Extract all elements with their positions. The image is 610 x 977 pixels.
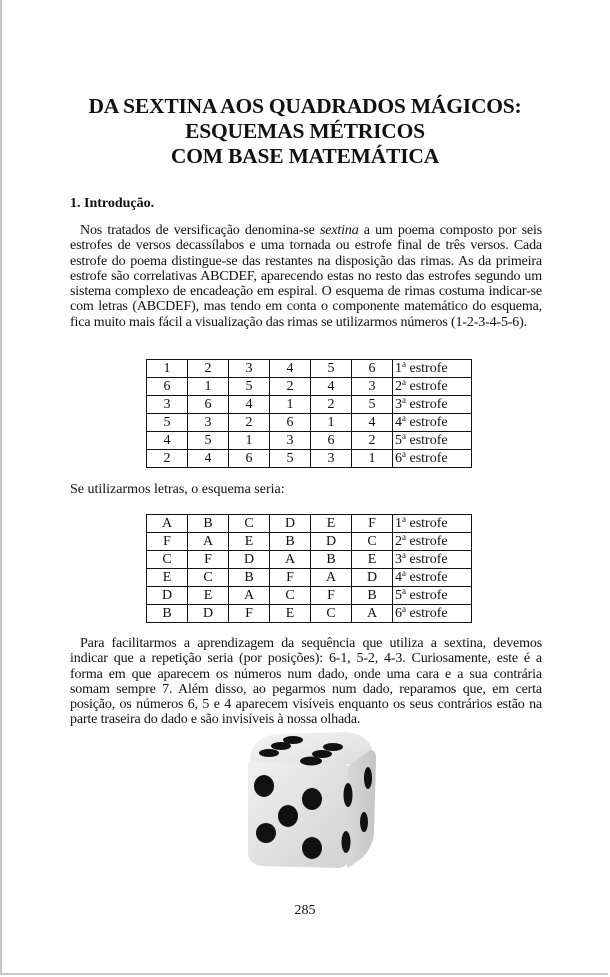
stanza-word: estrofe — [406, 552, 448, 567]
stanza-ordinal: 6 — [395, 606, 402, 621]
page-number: 285 — [294, 903, 316, 918]
table-cell: 1 — [188, 378, 229, 396]
table-row — [147, 587, 472, 605]
table-cell: C — [229, 515, 270, 533]
table-cell: 1 — [147, 360, 188, 378]
table-cell: D — [311, 533, 352, 551]
numbers-scheme-table — [146, 359, 472, 468]
stanza-label — [393, 551, 472, 569]
table-cell: D — [229, 551, 270, 569]
table-cell: F — [147, 533, 188, 551]
table-cell: C — [352, 533, 393, 551]
table-cell: 3 — [352, 378, 393, 396]
table-cell: 2 — [270, 378, 311, 396]
table-cell: A — [352, 605, 393, 623]
table-row — [147, 414, 472, 432]
table-cell: 3 — [147, 396, 188, 414]
table-cell: 4 — [229, 396, 270, 414]
dice-paragraph: Para facilitarmos a aprendizagem da sequência que utiliza a sextina, devemos indicar que a repetição seria (por posições): 6-1, 5-2, 4-3. Curiosamente, este é a forma em que aparecem os números num dado, onde uma cara e a sua contrária somam sempre 7. Além disso, ao pegarmos num dado, reparamos que, em certa posição, os números 6, 5 e 4 aparecem visíveis enquanto os seus contrários estão na parte traseira do dado e são invisíveis à nossa olhada. — [70, 636, 542, 728]
stanza-label — [393, 515, 472, 533]
table-row — [147, 396, 472, 414]
stanza-ordinal: 4 — [395, 415, 402, 430]
page-title — [60, 94, 550, 169]
ordinal-indicator: a — [402, 359, 406, 369]
table-cell: E — [188, 587, 229, 605]
table-cell: F — [352, 515, 393, 533]
table-row — [147, 605, 472, 623]
table-row — [147, 533, 472, 551]
table-cell: C — [147, 551, 188, 569]
table-cell: D — [188, 605, 229, 623]
sextina-term: sextina — [319, 223, 359, 238]
table-cell: 2 — [229, 414, 270, 432]
table-cell: E — [270, 605, 311, 623]
table-cell: E — [147, 569, 188, 587]
stanza-word: estrofe — [406, 397, 448, 412]
section-heading: 1. Introdução. — [70, 196, 155, 211]
table-cell: 3 — [188, 414, 229, 432]
ordinal-indicator: a — [402, 514, 406, 524]
ordinal-indicator: a — [402, 532, 406, 542]
stanza-word: estrofe — [406, 451, 448, 466]
table-cell: F — [229, 605, 270, 623]
table-cell: 5 — [147, 414, 188, 432]
stanza-ordinal: 3 — [395, 552, 402, 567]
table-cell: 4 — [270, 360, 311, 378]
table-cell: 1 — [352, 450, 393, 468]
table-cell: 6 — [352, 360, 393, 378]
stanza-ordinal: 4 — [395, 570, 402, 585]
stanza-ordinal: 2 — [395, 379, 402, 394]
table-cell: D — [147, 587, 188, 605]
stanza-word: estrofe — [406, 415, 448, 430]
stanza-word: estrofe — [406, 606, 448, 621]
table-cell: 2 — [147, 450, 188, 468]
stanza-label — [393, 396, 472, 414]
table-row — [147, 551, 472, 569]
stanza-word: estrofe — [406, 361, 448, 376]
table-cell: 6 — [311, 432, 352, 450]
table-row — [147, 569, 472, 587]
stanza-ordinal: 3 — [395, 397, 402, 412]
letters-intro-text: Se utilizarmos letras, o esquema seria: — [70, 482, 285, 497]
table-cell: B — [229, 569, 270, 587]
table-cell: 4 — [188, 450, 229, 468]
table-cell: B — [147, 605, 188, 623]
stanza-ordinal: 2 — [395, 534, 402, 549]
stanza-label — [393, 378, 472, 396]
table-row — [147, 432, 472, 450]
table-row — [147, 515, 472, 533]
intro-text-start: Nos tratados de versificação denomina-se — [80, 223, 320, 238]
table-cell: 3 — [229, 360, 270, 378]
ordinal-indicator: a — [402, 604, 406, 614]
title-line-2: ESQUEMAS MÉTRICOS — [185, 119, 425, 143]
table-cell: F — [188, 551, 229, 569]
stanza-word: estrofe — [406, 570, 448, 585]
table-cell: 5 — [352, 396, 393, 414]
stanza-ordinal: 1 — [395, 361, 402, 376]
table-cell: F — [270, 569, 311, 587]
table-cell: 2 — [311, 396, 352, 414]
table-cell: 5 — [270, 450, 311, 468]
stanza-word: estrofe — [406, 433, 448, 448]
stanza-label — [393, 450, 472, 468]
table-cell: 3 — [270, 432, 311, 450]
table-cell: B — [352, 587, 393, 605]
table-cell: 4 — [147, 432, 188, 450]
stanza-label — [393, 569, 472, 587]
stanza-word: estrofe — [406, 379, 448, 394]
ordinal-indicator: a — [402, 550, 406, 560]
stanza-ordinal: 6 — [395, 451, 402, 466]
stanza-label — [393, 587, 472, 605]
table-cell: 4 — [352, 414, 393, 432]
table-cell: A — [147, 515, 188, 533]
table-cell: 6 — [229, 450, 270, 468]
table-cell: A — [188, 533, 229, 551]
table-cell: A — [270, 551, 311, 569]
table-cell: 1 — [270, 396, 311, 414]
table-cell: E — [229, 533, 270, 551]
table-cell: D — [270, 515, 311, 533]
stanza-word: estrofe — [406, 534, 448, 549]
stanza-label — [393, 414, 472, 432]
table-cell: B — [311, 551, 352, 569]
table-cell: 5 — [311, 360, 352, 378]
table-cell: 5 — [188, 432, 229, 450]
stanza-label — [393, 432, 472, 450]
stanza-ordinal: 1 — [395, 516, 402, 531]
table-row — [147, 378, 472, 396]
intro-paragraph — [70, 223, 542, 330]
ordinal-indicator: a — [402, 377, 406, 387]
ordinal-indicator: a — [402, 431, 406, 441]
table-cell: E — [311, 515, 352, 533]
table-cell: 3 — [311, 450, 352, 468]
ordinal-indicator: a — [402, 449, 406, 459]
table-cell: B — [188, 515, 229, 533]
table-cell: 2 — [352, 432, 393, 450]
table-cell: 5 — [229, 378, 270, 396]
letters-scheme-table — [146, 514, 472, 623]
table-cell: A — [229, 587, 270, 605]
table-cell: D — [352, 569, 393, 587]
table-cell: A — [311, 569, 352, 587]
table-cell: 2 — [188, 360, 229, 378]
table-cell: C — [188, 569, 229, 587]
table-cell: E — [352, 551, 393, 569]
table-row — [147, 360, 472, 378]
stanza-label — [393, 533, 472, 551]
stanza-word: estrofe — [406, 516, 448, 531]
table-cell: 4 — [311, 378, 352, 396]
stanza-label — [393, 360, 472, 378]
stanza-ordinal: 5 — [395, 433, 402, 448]
intro-text-rest: a um poema composto por seis estrofes de versos decassílabos e uma tornada ou estrofe final de três versos. Cada estrofe do poema distingue-se das restantes na disposição das rimas. As da primeira estrofe são correlativas ABCDEF, aparecendo estas no resto das estrofes segundo um sistema complexo de encadeação em espiral. O esquema de rimas costuma indicar-se com letras (ABCDEF), mas tendo em conta o componente matemático do esquema, fica muito mais fácil a visualização das rimas se utilizarmos números (1-2-3-4-5-6). — [70, 223, 542, 330]
stanza-ordinal: 5 — [395, 588, 402, 603]
stanza-word: estrofe — [406, 588, 448, 603]
title-line-3: COM BASE MATEMÁTICA — [170, 144, 440, 168]
table-cell: 6 — [147, 378, 188, 396]
table-cell: B — [270, 533, 311, 551]
stanza-label — [393, 605, 472, 623]
table-cell: 6 — [270, 414, 311, 432]
table-cell: 1 — [311, 414, 352, 432]
table-cell: 1 — [229, 432, 270, 450]
ordinal-indicator: a — [402, 586, 406, 596]
table-cell: C — [270, 587, 311, 605]
ordinal-indicator: a — [402, 395, 406, 405]
table-row — [147, 450, 472, 468]
table-cell: F — [311, 587, 352, 605]
title-line-1: DA SEXTINA AOS QUADRADOS MÁGICOS: — [88, 94, 522, 118]
ordinal-indicator: a — [402, 568, 406, 578]
table-cell: C — [311, 605, 352, 623]
table-cell: 6 — [188, 396, 229, 414]
dice-icon — [236, 730, 386, 872]
ordinal-indicator: a — [402, 413, 406, 423]
